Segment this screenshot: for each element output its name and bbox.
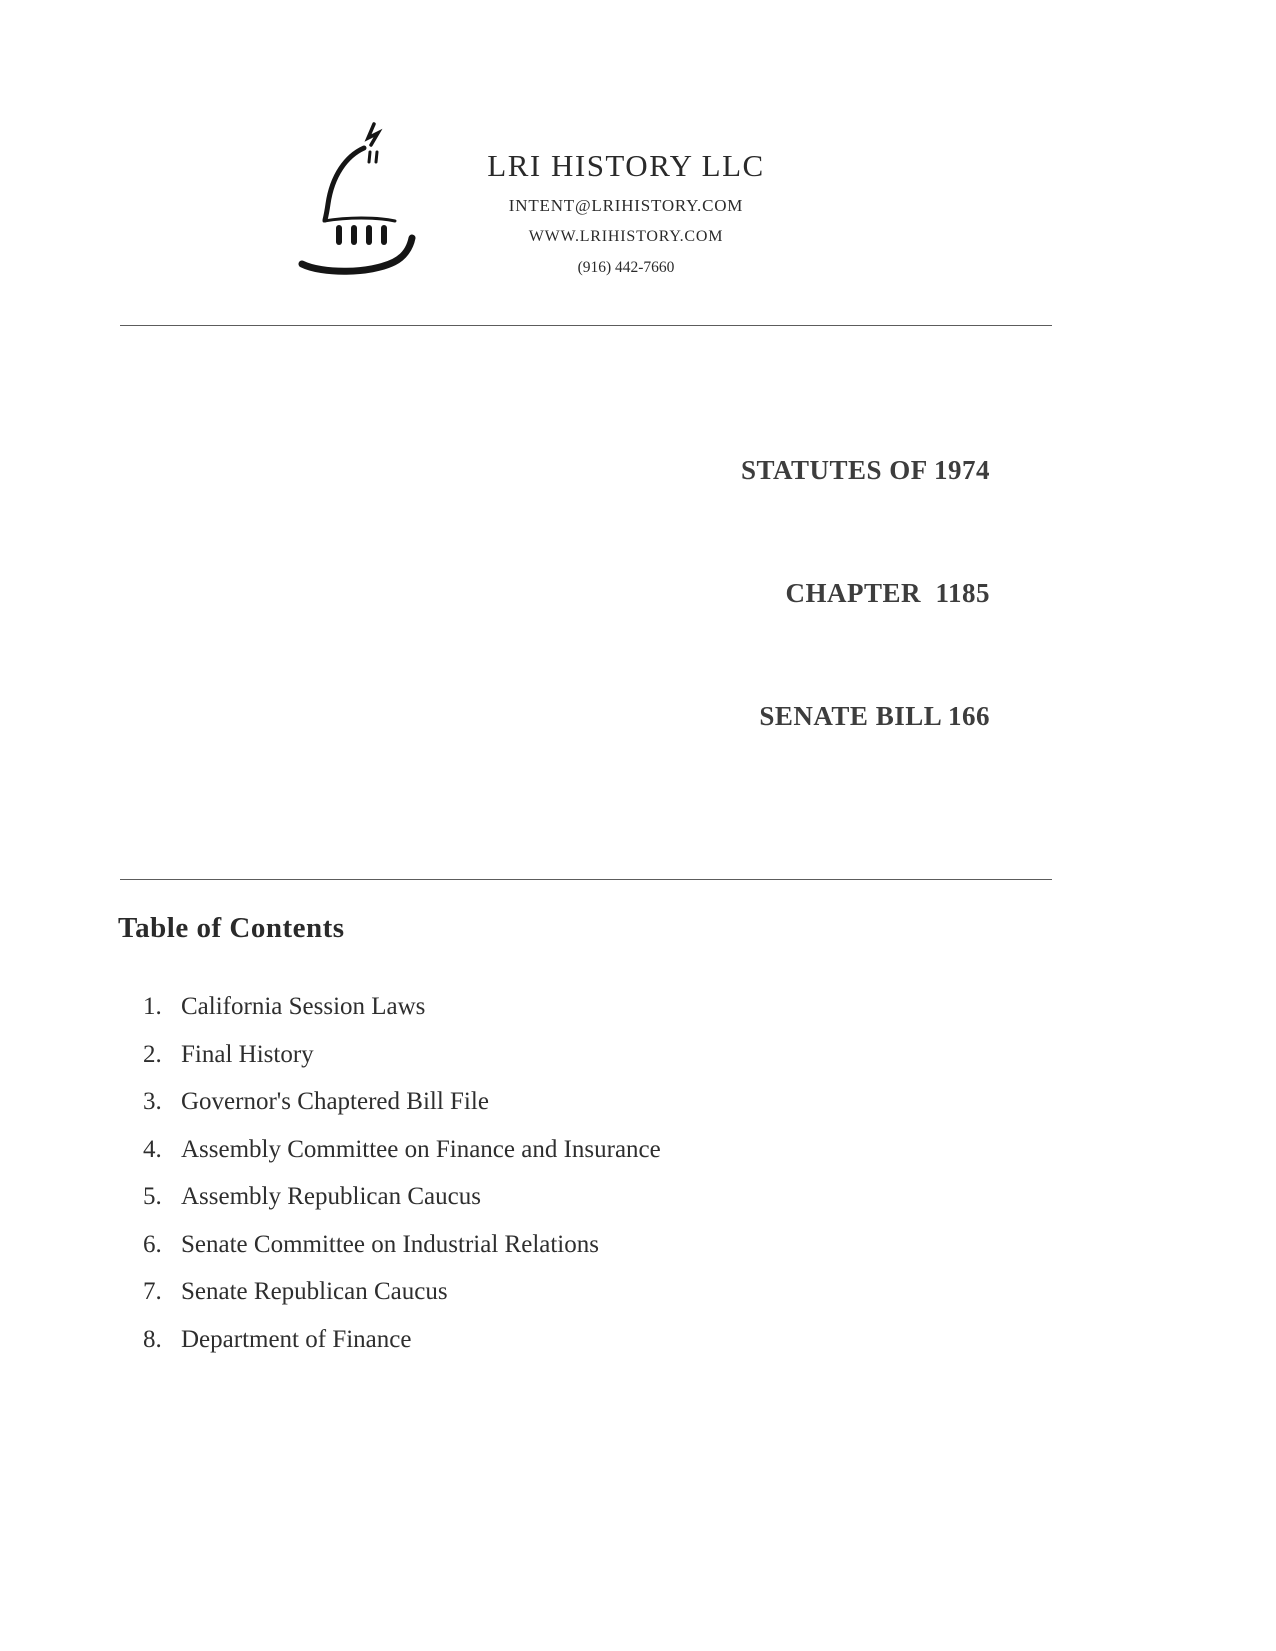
divider-bottom bbox=[120, 879, 1052, 880]
capitol-dome-icon bbox=[298, 118, 438, 283]
chapter-line: CHAPTER 1185 bbox=[785, 578, 990, 608]
statutes-line: STATUTES OF 1974 bbox=[740, 455, 990, 485]
toc-item-label: Department of Finance bbox=[181, 1325, 412, 1353]
senate-bill-line: SENATE BILL 166 bbox=[759, 701, 990, 731]
toc-item-number: 6. bbox=[143, 1230, 162, 1258]
toc-item-label: California Session Laws bbox=[181, 993, 426, 1020]
toc-list bbox=[143, 983, 1276, 1363]
toc-item-label: Senate Committee on Industrial Relations bbox=[181, 1230, 599, 1258]
company-website: WWW.LRIHISTORY.COM bbox=[528, 228, 724, 245]
toc-item bbox=[143, 1268, 1276, 1316]
toc-item-number: 8. bbox=[143, 1325, 162, 1353]
divider-top bbox=[120, 325, 1052, 326]
company-name: LRI HISTORY LLC bbox=[487, 148, 765, 183]
toc-item-label: Senate Republican Caucus bbox=[181, 1278, 448, 1305]
statute-reference bbox=[0, 368, 990, 819]
company-block bbox=[476, 118, 776, 277]
toc-item bbox=[143, 1126, 1276, 1174]
toc-item-label: Assembly Committee on Finance and Insurance bbox=[181, 1135, 661, 1163]
toc-item-number: 5. bbox=[143, 1183, 162, 1210]
company-email: INTENT@LRIHISTORY.COM bbox=[508, 196, 744, 215]
toc-item-label: Governor's Chaptered Bill File bbox=[181, 1088, 489, 1115]
toc-item-number: 4. bbox=[143, 1135, 162, 1163]
header bbox=[0, 0, 1276, 283]
toc-item-number: 7. bbox=[143, 1278, 162, 1305]
toc-item bbox=[143, 1031, 1276, 1079]
toc-item bbox=[143, 1316, 1276, 1364]
toc-item bbox=[143, 1078, 1276, 1126]
toc-item-number: 2. bbox=[143, 1040, 162, 1068]
company-phone: (916) 442-7660 bbox=[577, 259, 675, 276]
toc-item-number: 3. bbox=[143, 1088, 162, 1115]
toc-item-label: Final History bbox=[181, 1040, 314, 1068]
toc-item bbox=[143, 1173, 1276, 1221]
toc-item bbox=[143, 983, 1276, 1031]
toc-item-label: Assembly Republican Caucus bbox=[181, 1183, 481, 1210]
toc-item bbox=[143, 1221, 1276, 1269]
toc-title: Table of Contents bbox=[118, 912, 345, 944]
toc-item-number: 1. bbox=[143, 993, 162, 1020]
